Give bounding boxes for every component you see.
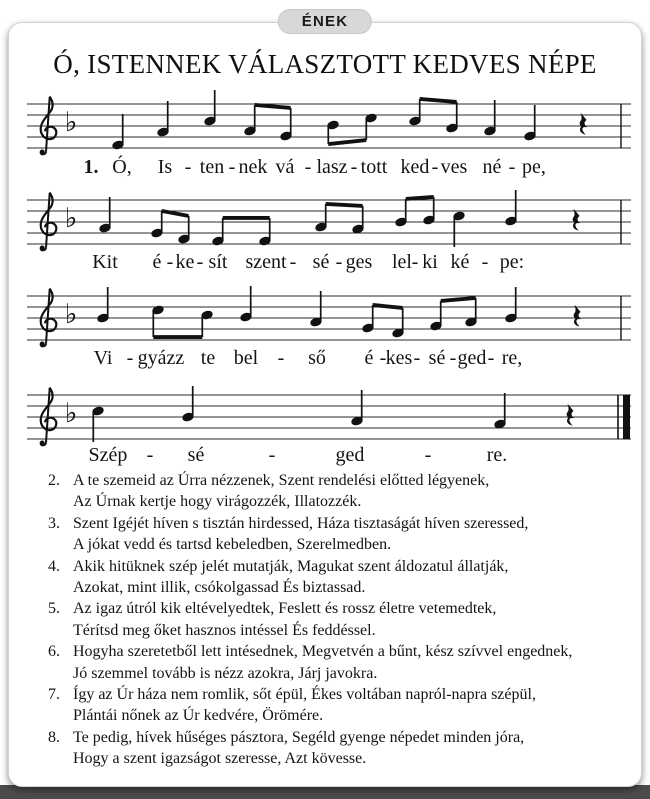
lyric-syllable: -	[508, 156, 516, 178]
lyric-syllable: vá	[275, 156, 295, 178]
verse-line: Szent Igéjét híven s tisztán hirdessed, Háza tisztaságát híven szeressed,	[73, 514, 529, 532]
lyric-syllable: -	[449, 347, 457, 369]
verse-lines	[73, 556, 508, 599]
lyric-syllable: ges	[345, 251, 373, 273]
flat-sign: ♭	[64, 107, 78, 138]
verse-item	[48, 470, 623, 513]
verses-list	[48, 470, 623, 770]
lyric-syllable: -	[289, 251, 297, 273]
verse-line: Azokat, mint illik, csókolgassad És biztassad.	[73, 579, 366, 597]
lyric-syllable: lel	[392, 251, 412, 273]
lyric-syllable: -	[411, 251, 419, 273]
lyric-syllable: ged	[457, 347, 487, 369]
category-badge: ÉNEK	[278, 9, 372, 34]
lyric-syllable: Is	[157, 156, 173, 178]
verse-number: 5.	[48, 600, 60, 618]
verse-number: 2.	[48, 472, 60, 489]
verse-lines	[73, 513, 528, 556]
verse-line: Az igaz útról kik eltévelyedtek, Feslett és rossz életre vetemedtek,	[73, 600, 497, 618]
verse-line: A te szemeid az Úrra nézzenek, Szent rendelési előtted légyenek,	[73, 472, 490, 489]
lyric-syllable: Vi	[93, 347, 113, 369]
lyric-syllable: -	[268, 444, 276, 466]
lyric-syllable: né	[482, 156, 502, 178]
verse-line: Te pedig, hívek hűséges pásztora, Segéld gyenge népedet minden jóra,	[73, 728, 525, 746]
lyric-syllable: szent	[245, 251, 287, 273]
lyric-syllable: -	[184, 156, 192, 178]
lyric-syllable: -	[196, 251, 204, 273]
lyric-syllable: -	[487, 347, 495, 369]
verse-line: Hogyha szeretetből lett intésednek, Megvetvén a bűnt, kész szívvel engednek,	[73, 643, 573, 661]
verse-item	[48, 641, 623, 684]
lyric-syllable: Ó,	[112, 156, 132, 178]
verse-lines	[73, 641, 572, 684]
lyric-syllable: tott	[360, 156, 388, 178]
lyric-syllable: -	[166, 251, 174, 273]
verse-line: Az Úrnak kertje hogy virágozzék, Illatozzék.	[73, 493, 362, 511]
verse-item	[48, 727, 623, 770]
lyric-syllable: te	[200, 347, 216, 369]
bottom-dark-strip	[0, 785, 650, 799]
lyric-syllable: ke	[175, 251, 195, 273]
verse-item	[48, 598, 623, 641]
lyric-syllable: re,	[501, 347, 523, 369]
hymn-title: Ó, ISTENNEK VÁLASZTOTT KEDVES NÉPE	[53, 49, 597, 79]
verse-number: 8.	[48, 728, 60, 746]
lyric-syllable: é	[152, 251, 162, 273]
lyric-syllable: ten	[199, 156, 225, 178]
lyric-syllable: -	[228, 156, 236, 178]
verse-lines	[73, 598, 496, 641]
lyric-syllable: sé	[187, 444, 205, 466]
lyric-syllable: gyázz	[137, 347, 185, 369]
verse-line: Jó szemmel tovább is nézz azokra, Járj javokra.	[73, 664, 378, 682]
lyric-syllable: ki	[422, 251, 438, 273]
lyric-syllable: ső	[308, 347, 326, 369]
lyric-syllable: -	[304, 156, 312, 178]
lyric-syllable: pe:	[499, 251, 525, 273]
lyric-syllable: -	[146, 444, 154, 466]
lyric-syllable: sít	[208, 251, 228, 273]
verse-line: Hogy a szent igazságot szeresse, Azt kövesse.	[73, 750, 367, 768]
verse-line: Plántái nőnek az Úr kedvére, Örömére.	[73, 707, 324, 725]
verse-item	[48, 556, 623, 599]
lyric-syllable: ked	[400, 156, 430, 178]
flat-sign: ♭	[64, 398, 78, 429]
verse-item	[48, 684, 623, 727]
lyric-syllable: Kit	[92, 251, 118, 273]
lyric-syllable: ves	[440, 156, 468, 178]
lyric-syllable: -	[481, 251, 489, 273]
lyric-syllable: lasz	[316, 156, 348, 178]
lyric-syllable: é	[364, 347, 374, 369]
verse-lines	[73, 684, 536, 727]
lyric-syllable: 1.	[83, 156, 99, 178]
lyric-syllable: ged	[335, 444, 365, 466]
lyric-syllable: -	[424, 444, 432, 466]
flat-sign: ♭	[64, 299, 78, 330]
lyric-syllable: sé	[428, 347, 446, 369]
verse-number: 4.	[48, 557, 60, 575]
verse-line: A jókat vedd és tartsd kebeledben, Szerelmedben.	[73, 536, 392, 554]
verse-line: Így az Úr háza nem romlik, sőt épül, Ékes voltában napról-napra szépül,	[73, 686, 536, 704]
lyric-syllable: pe,	[522, 156, 546, 178]
verse-number: 7.	[48, 686, 60, 704]
lyric-syllable: ké	[450, 251, 470, 273]
lyric-syllable: -	[350, 156, 358, 178]
verse-number: 6.	[48, 643, 60, 661]
verse-line: Akik hitüknek szép jelét mutatják, Magukat szent áldozatul állatják,	[73, 557, 509, 575]
lyric-syllable: Szép	[88, 444, 128, 466]
verse-line: Térítsd meg őket hasznos intéssel És feddéssel.	[73, 621, 376, 639]
lyric-syllable: nek	[238, 156, 268, 178]
verse-lines	[73, 470, 489, 513]
lyric-syllable: re.	[486, 444, 508, 466]
verse-lines	[73, 727, 524, 770]
lyric-syllable: -	[277, 347, 285, 369]
lyric-syllable: -	[126, 347, 134, 369]
lyric-syllable: -	[413, 347, 421, 369]
lyric-syllable: bel	[233, 347, 259, 369]
lyric-syllable: -	[379, 347, 387, 369]
verse-item	[48, 513, 623, 556]
lyric-syllable: -	[431, 156, 439, 178]
lyric-syllable: -	[335, 251, 343, 273]
flat-sign: ♭	[64, 203, 78, 234]
verse-number: 3.	[48, 514, 60, 532]
lyric-syllable: kes	[385, 347, 413, 369]
lyric-syllable: sé	[312, 251, 330, 273]
